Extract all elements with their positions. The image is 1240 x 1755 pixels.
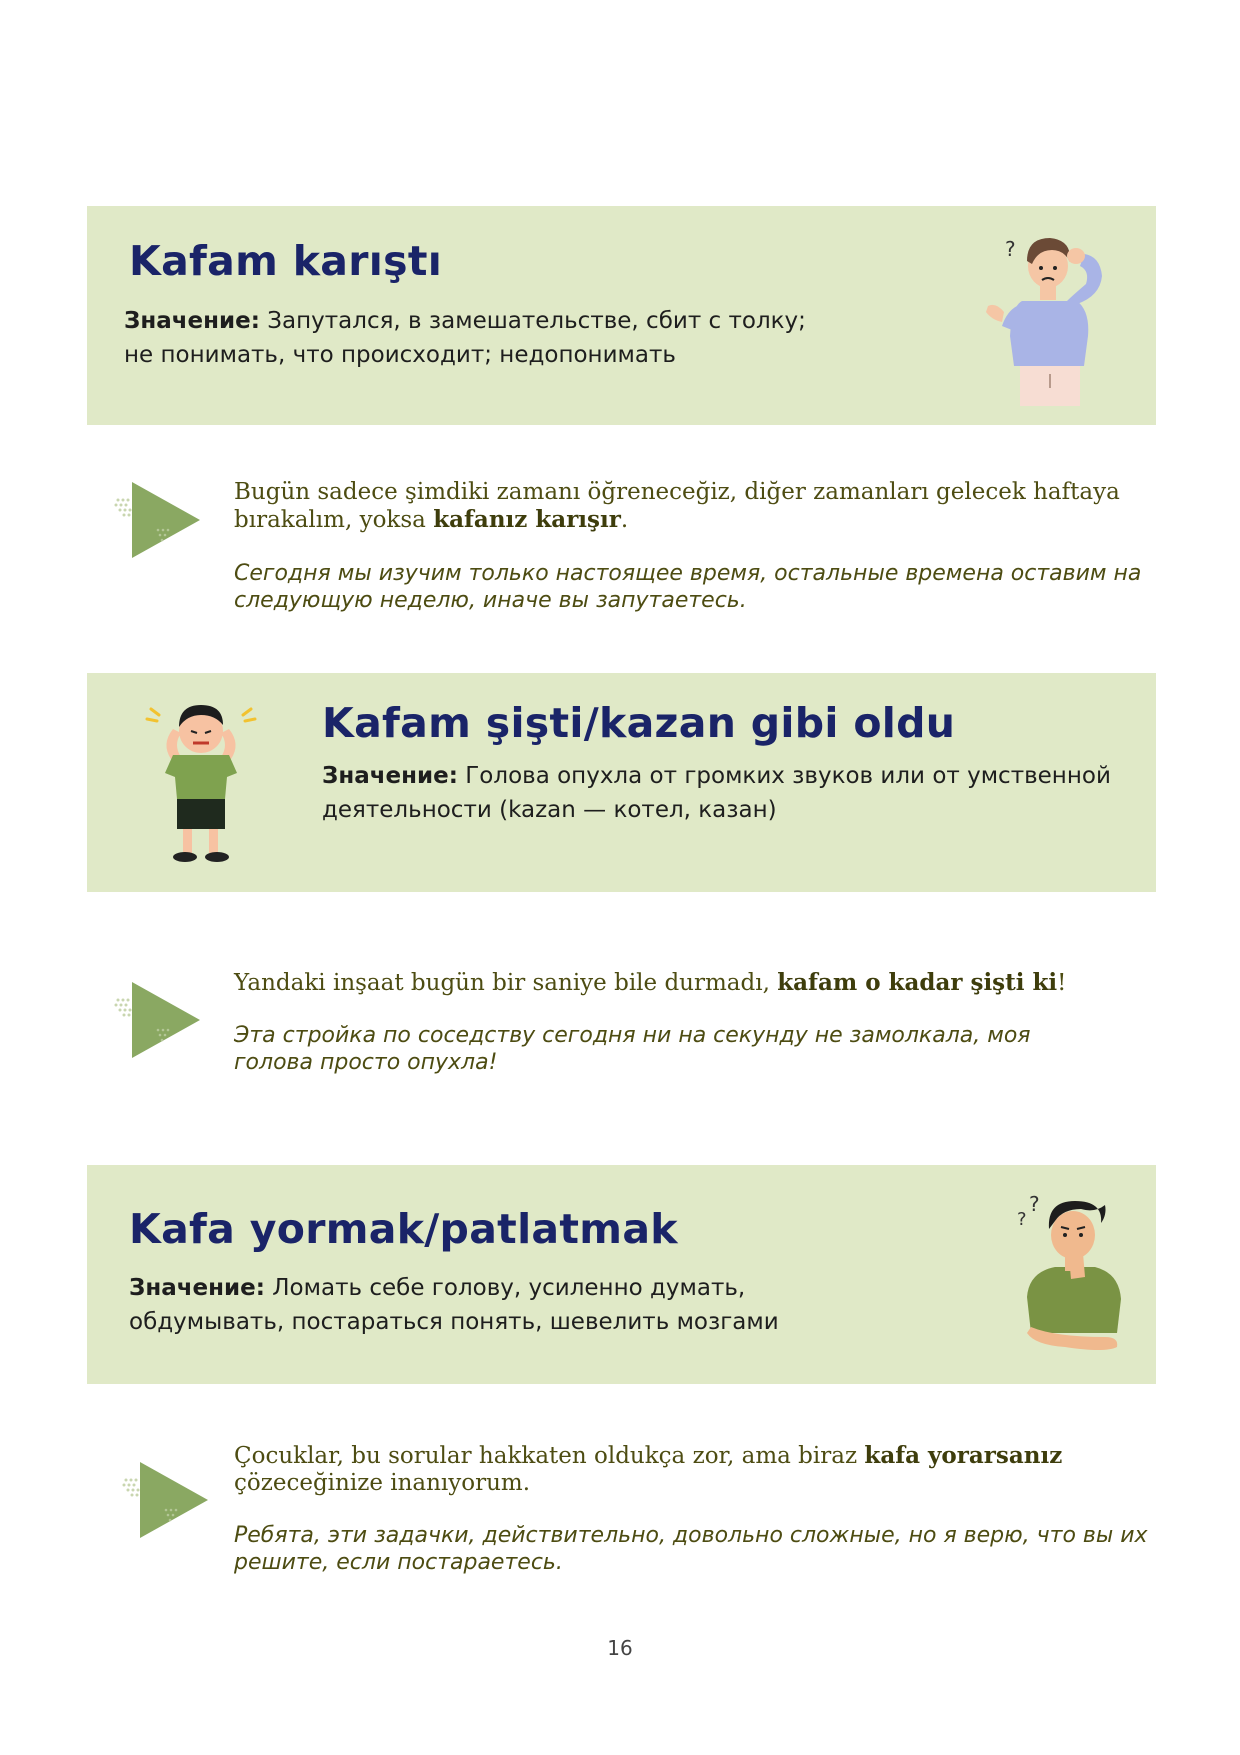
meaning-line-2: не понимать, что происходит; недопонимать: [124, 342, 676, 368]
play-triangle-icon: [120, 1458, 214, 1542]
meaning-line-1: Голова опухла от громких звуков или от умственной: [457, 763, 1111, 789]
example-text: Çocuklar, bu sorular hakkaten oldukça zor, ama biraz: [234, 1443, 865, 1469]
example-russian: Эта стройка по соседству сегодня ни на секунду не замолкала, моя голова просто опухла!: [234, 1023, 1031, 1075]
idiom-band-3: [87, 1165, 1156, 1384]
svg-text:?: ?: [1005, 237, 1016, 261]
example-turkish: [234, 479, 1164, 534]
example-text-end: !: [1057, 970, 1067, 996]
example-turkish: [234, 969, 1164, 997]
example-text-end: .: [620, 507, 629, 533]
example-text: Yandaki inşaat bugün bir saniye bile durmadı,: [234, 970, 778, 996]
idiom-meaning: [129, 1271, 779, 1339]
meaning-line-1: Запутался, в замешательстве, сбит с толку;: [259, 308, 806, 334]
svg-text:?: ?: [1029, 1192, 1040, 1216]
example-turkish: [234, 1442, 1164, 1497]
meaning-line-2: обдумывать, постараться понять, шевелить мозгами: [129, 1309, 779, 1335]
meaning-label: Значение:: [322, 763, 458, 789]
example-russian: Сегодня мы изучим только настоящее время, остальные времена оставим на следующую неделю, иначе вы запутаетесь.: [234, 561, 1142, 613]
idiom-title: Kafam şişti/kazan gibi oldu: [322, 699, 956, 747]
meaning-line-1: Ломать себе голову, усиленно думать,: [264, 1275, 746, 1301]
play-triangle-icon: [112, 978, 206, 1062]
boy-covering-ears-illustration: [137, 699, 267, 869]
play-triangle-icon: [112, 478, 206, 562]
example-highlight: kafam o kadar şişti ki: [777, 969, 1058, 996]
idiom-band-2: [87, 673, 1156, 892]
idiom-band-1: [87, 206, 1156, 425]
example-russian: Ребята, эти задачки, действительно, довольно сложные, но я верю, что вы их решите, если постараетесь.: [234, 1523, 1148, 1575]
example-text-end: çözeceğinize inanıyorum.: [234, 1470, 531, 1496]
thinking-man-illustration: [1005, 1187, 1140, 1362]
meaning-label: Значение:: [124, 308, 260, 334]
idiom-title: Kafam karıştı: [129, 237, 443, 285]
meaning-line-2: деятельности (kazan — котел, казан): [322, 797, 777, 823]
confused-man-illustration: [972, 226, 1122, 411]
meaning-label: Значение:: [129, 1275, 265, 1301]
example-text: Bugün sadece şimdiki zamanı öğreneceğiz, diğer zamanları gelecek haftaya bırakalım, yoksa: [234, 479, 1120, 533]
example-highlight: kafa yorarsanız: [864, 1442, 1063, 1469]
idiom-meaning: [322, 759, 1111, 827]
svg-text:?: ?: [1017, 1209, 1027, 1230]
page-number: 16: [607, 1636, 633, 1660]
idiom-title: Kafa yormak/patlatmak: [129, 1205, 678, 1253]
example-highlight: kafanız karışır: [433, 506, 621, 533]
idiom-meaning: [124, 304, 806, 372]
